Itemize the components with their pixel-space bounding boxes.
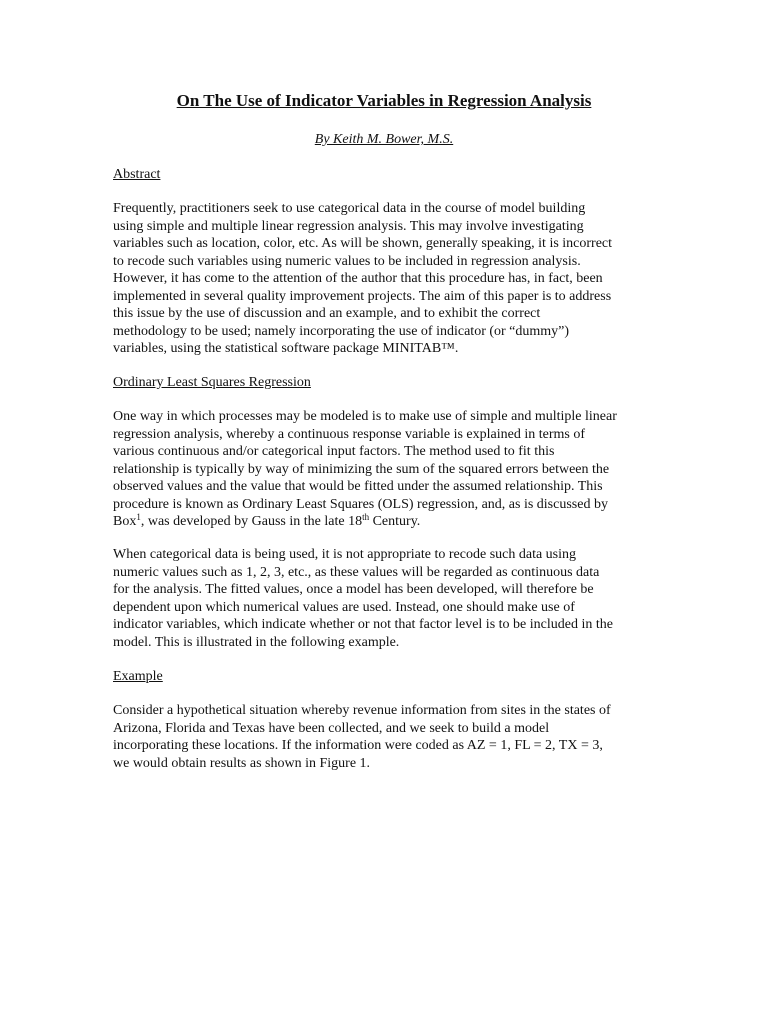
ols-paragraph-2 bbox=[113, 546, 663, 651]
abstract-paragraph bbox=[113, 200, 663, 358]
text-line-with-superscripts bbox=[113, 513, 663, 531]
footnote-marker: 1 bbox=[136, 512, 141, 522]
text-line: numeric values such as 1, 2, 3, etc., as these values will be regarded as continuous data bbox=[113, 564, 600, 580]
text-line: we would obtain results as shown in Figure 1. bbox=[113, 755, 371, 771]
text-line: model. This is illustrated in the following example. bbox=[113, 634, 400, 650]
text-line: Consider a hypothetical situation whereby revenue information from sites in the states of bbox=[113, 703, 611, 718]
text-line: Arizona, Florida and Texas have been collected, and we seek to build a model bbox=[113, 720, 550, 736]
text-line: However, it has come to the attention of the author that this procedure has, in fact, been bbox=[113, 271, 603, 286]
example-paragraph bbox=[113, 702, 663, 772]
text-line: this issue by the use of discussion and an example, and to exhibit the correct bbox=[113, 306, 541, 321]
text-line: regression analysis, whereby a continuous response variable is explained in terms of bbox=[113, 426, 585, 442]
text-line: for the analysis. The fitted values, once a model has been developed, will therefore be bbox=[113, 582, 594, 597]
inline-text: Century. bbox=[369, 514, 421, 529]
text-line: incorporating these locations. If the information were coded as AZ = 1, FL = 2, TX = 3, bbox=[113, 738, 603, 753]
inline-text: , was developed by Gauss in the late 18 bbox=[140, 514, 363, 529]
text-line: When categorical data is being used, it is not appropriate to recode such data using bbox=[113, 547, 577, 562]
text-line: indicator variables, which indicate whether or not that factor level is to be included in the bbox=[113, 617, 613, 632]
text-line: dependent upon which numerical values are used. Instead, one should make use of bbox=[113, 599, 575, 615]
ols-heading: Ordinary Least Squares Regression bbox=[113, 375, 311, 390]
text-line: using simple and multiple linear regression analysis. This may involve investigating bbox=[113, 218, 584, 234]
text-line: Frequently, practitioners seek to use categorical data in the course of model building bbox=[113, 201, 586, 216]
text-line: implemented in several quality improvement projects. The aim of this paper is to address bbox=[113, 288, 612, 304]
inline-text: Box bbox=[113, 514, 137, 529]
document-title: On The Use of Indicator Variables in Regression Analysis bbox=[176, 91, 592, 110]
text-line: various continuous and/or categorical input factors. The method used to fit this bbox=[113, 444, 555, 459]
text-line: procedure is known as Ordinary Least Squares (OLS) regression, and, as is discussed by bbox=[113, 496, 608, 512]
abstract-heading: Abstract bbox=[113, 167, 161, 182]
example-heading: Example bbox=[113, 669, 163, 684]
ols-paragraph-1 bbox=[113, 408, 663, 531]
text-line: methodology to be used; namely incorporating the use of indicator (or “dummy”) bbox=[113, 323, 570, 339]
text-line: observed values and the value that would be fitted under the assumed relationship. This bbox=[113, 479, 603, 494]
text-line: variables, using the statistical software package MINITAB™. bbox=[113, 341, 459, 356]
text-line: One way in which processes may be modeled is to make use of simple and multiple linear bbox=[113, 409, 617, 424]
author-byline: By Keith M. Bower, M.S. bbox=[314, 132, 454, 147]
text-line: variables such as location, color, etc. As will be shown, generally speaking, it is incorrect bbox=[113, 236, 613, 251]
ordinal-superscript: th bbox=[362, 512, 370, 522]
text-line: relationship is typically by way of minimizing the sum of the squared errors between the bbox=[113, 461, 610, 477]
text-line: to recode such variables using numeric values to be included in regression analysis. bbox=[113, 253, 581, 269]
